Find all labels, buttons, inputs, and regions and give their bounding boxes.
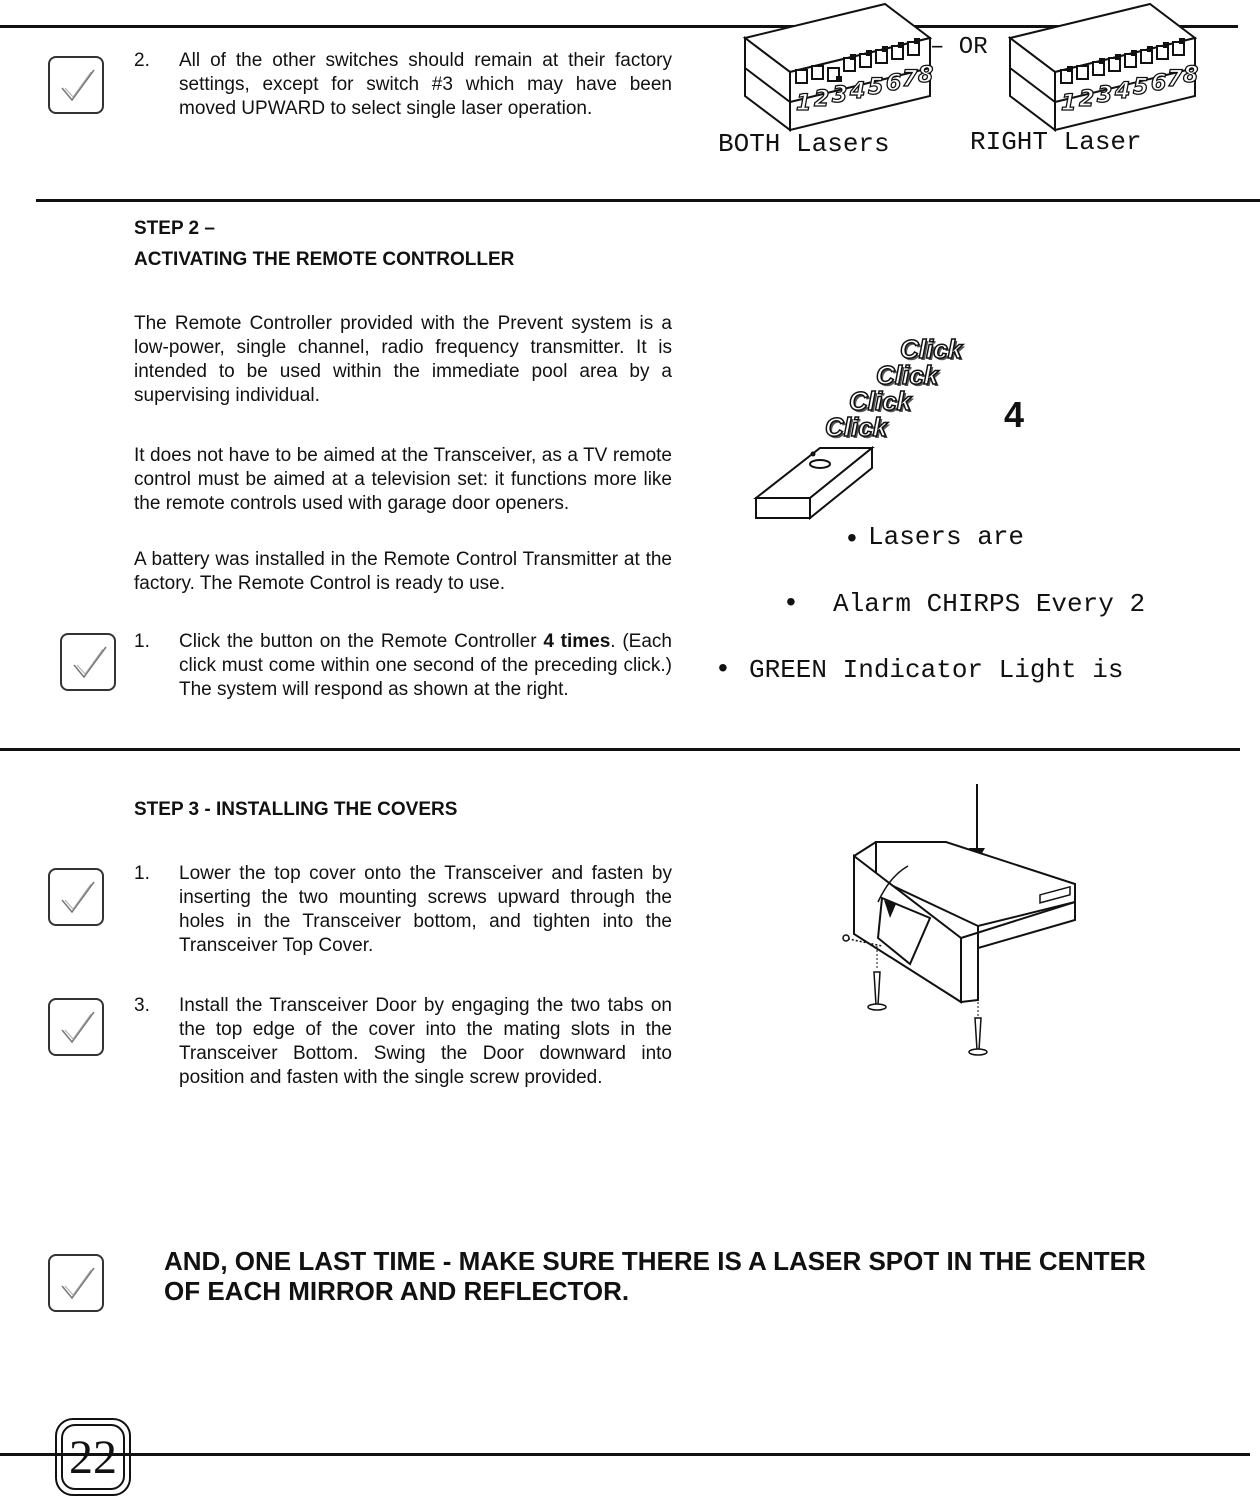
item-number: 1. (134, 631, 150, 652)
svg-text:5: 5 (868, 75, 884, 100)
top-cover-item (134, 862, 672, 986)
svg-text:4: 4 (1115, 79, 1131, 104)
svg-text:3: 3 (832, 83, 848, 108)
step2-heading-line1: STEP 2 – (134, 218, 215, 239)
svg-text:8: 8 (1183, 63, 1199, 88)
right-laser-label: RIGHT Laser (970, 127, 1142, 157)
checkmark-icon (68, 641, 112, 685)
checkmark-icon (56, 1006, 100, 1050)
bullet-dot: • (786, 586, 796, 617)
svg-text:3: 3 (1097, 83, 1113, 108)
transceiver-cover-figure (838, 780, 1088, 1060)
indicator-status-text: GREEN Indicator Light is (749, 655, 1124, 685)
step2-para-2: It does not have to be aimed at the Transceiver, as a TV remote control must be aimed at a television set: it functions more like the remote controls used with garage door openers. (134, 445, 672, 514)
svg-text:6: 6 (1151, 71, 1167, 96)
svg-text:5: 5 (1133, 75, 1149, 100)
click-remote-item (134, 630, 672, 730)
click-count-number: 4 (1004, 394, 1025, 435)
checkbox-transceiver-door[interactable] (48, 998, 104, 1056)
svg-text:1: 1 (796, 91, 812, 116)
item-number: 1. (134, 863, 150, 884)
alarm-status-text: Alarm CHIRPS Every 2 (833, 589, 1146, 619)
click-label-4: Click (825, 412, 888, 442)
svg-text:7: 7 (1167, 67, 1183, 92)
bottom-rule (0, 1453, 1250, 1456)
item-text (179, 630, 672, 702)
item-text-part: Click the button on the Remote Controller (179, 631, 544, 652)
svg-text:6: 6 (886, 71, 902, 96)
page-number-badge (55, 1418, 131, 1496)
step2-para-3: A battery was installed in the Remote Control Transmitter at the factory. The Remote Control is ready to use. (134, 549, 672, 594)
click-label-1: Click (900, 334, 963, 364)
section-rule-2 (0, 748, 1240, 751)
svg-text:7: 7 (902, 67, 918, 92)
lasers-status-text: Lasers are (868, 522, 1025, 552)
checkbox-switch-settings[interactable] (48, 56, 104, 114)
switch-settings-item (134, 49, 672, 149)
or-label: – OR (930, 34, 988, 61)
click-label-3: Click (849, 386, 912, 416)
dip-switch-both-figure (740, 2, 940, 132)
step2-heading-line2: ACTIVATING THE REMOTE CONTROLLER (134, 249, 515, 270)
checkmark-icon (56, 876, 100, 920)
bullet-dot: • (718, 652, 728, 683)
step2-para-1: The Remote Controller provided with the Prevent system is a low-power, single channel, radio frequency transmitter. It is intended to be used within the immediate pool area by a supervising individual. (134, 313, 672, 406)
item-number: 3. (134, 995, 150, 1016)
remote-controller-figure (754, 446, 884, 522)
svg-text:2: 2 (1079, 87, 1095, 112)
click-label-2: Click (876, 360, 939, 390)
svg-text:2: 2 (814, 87, 830, 112)
item-text: Lower the top cover onto the Transceiver and fasten by inserting the two mounting screws upward through the holes in the Transceiver bottom, and tighten into the Transceiver Top Cover. (179, 863, 672, 956)
page-number: 22 (61, 1424, 125, 1490)
final-laser-check-note: AND, ONE LAST TIME - MAKE SURE THERE IS A LASER SPOT IN THE CENTER OF EACH MIRROR AND REFLECTOR. (164, 1246, 1146, 1306)
checkmark-icon (56, 64, 100, 108)
item-text-part: . (Each click must come within one second of the preceding click.) The system will respond as shown at the right. (179, 631, 672, 700)
both-lasers-label: BOTH Lasers (718, 129, 890, 159)
svg-text:1: 1 (1061, 91, 1077, 116)
step3-heading: STEP 3 - INSTALLING THE COVERS (134, 799, 458, 820)
item-text: All of the other switches should remain at their factory settings, except for switch #3 which may have been moved UPWARD to select single laser operation. (179, 50, 672, 119)
checkmark-icon (56, 1262, 100, 1306)
transceiver-door-item (134, 994, 672, 1118)
svg-text:8: 8 (918, 63, 934, 88)
bullet-dot: • (847, 522, 857, 553)
item-number: 2. (134, 50, 150, 71)
checkbox-click-remote[interactable] (60, 633, 116, 691)
section-rule-1 (36, 199, 1260, 202)
svg-text:4: 4 (850, 79, 866, 104)
dip-switch-right-figure (1005, 2, 1205, 132)
checkbox-top-cover[interactable] (48, 868, 104, 926)
item-text: Install the Transceiver Door by engaging the two tabs on the top edge of the cover into the mating slots in the Transceiver Bottom. Swing the Door downward into position and fasten with the single screw provided. (179, 995, 672, 1088)
checkbox-final-check[interactable] (48, 1254, 104, 1312)
item-text-bold: 4 times (543, 631, 611, 652)
